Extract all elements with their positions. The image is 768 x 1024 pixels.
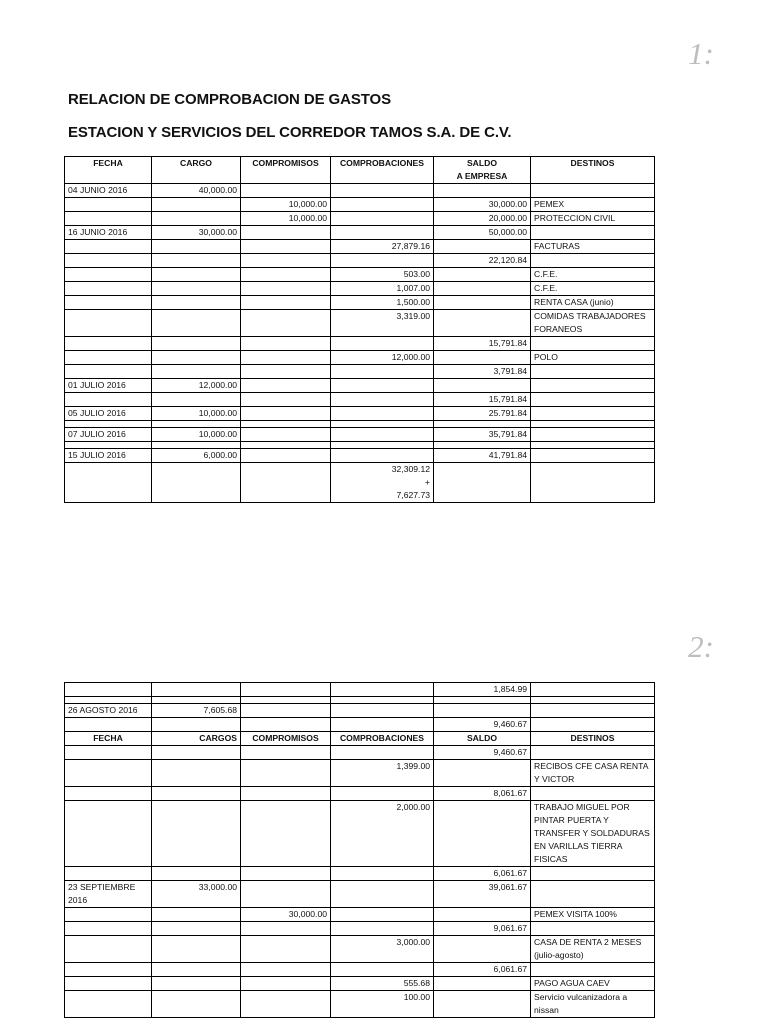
- cell-cargo: 10,000.00: [152, 407, 241, 421]
- cell-cargo: [152, 963, 241, 977]
- cell-cargo: [152, 908, 241, 922]
- cell-fecha: 26 AGOSTO 2016: [65, 704, 152, 718]
- cell-compromisos: 10,000.00: [241, 198, 331, 212]
- col-header-comprobaciones: COMPROBACIONES: [331, 732, 434, 746]
- cell-compromisos: [241, 442, 331, 449]
- cell-compromisos: [241, 746, 331, 760]
- cell-fecha: [65, 977, 152, 991]
- cell-saldo: [434, 908, 531, 922]
- cell-comprobaciones: 27,879.16: [331, 240, 434, 254]
- cell-comprobaciones: [331, 254, 434, 268]
- cell-compromisos: [241, 760, 331, 787]
- cell-comprobaciones: [331, 226, 434, 240]
- cell-compromisos: [241, 867, 331, 881]
- cell-destinos: [531, 337, 655, 351]
- cell-fecha: [65, 240, 152, 254]
- cell-cargo: [152, 697, 241, 704]
- cell-comprobaciones: [331, 184, 434, 198]
- cell-compromisos: [241, 991, 331, 1018]
- cell-comprobaciones: 503.00: [331, 268, 434, 282]
- cell-cargo: 40,000.00: [152, 184, 241, 198]
- cell-destinos: [531, 963, 655, 977]
- cell-cargo: 6,000.00: [152, 449, 241, 463]
- cell-cargo: [152, 351, 241, 365]
- cell-saldo: [434, 268, 531, 282]
- cell-fecha: [65, 718, 152, 732]
- col-header-saldo: SALDO: [434, 732, 531, 746]
- cell-fecha: 16 JUNIO 2016: [65, 226, 152, 240]
- table-row: [65, 226, 655, 240]
- cell-comprobaciones: 100.00: [331, 991, 434, 1018]
- cell-cargo: [152, 442, 241, 449]
- cell-saldo: [434, 442, 531, 449]
- cell-comprobaciones: [331, 442, 434, 449]
- cell-destinos: FACTURAS: [531, 240, 655, 254]
- table-row: [65, 212, 655, 226]
- company-name: ESTACION Y SERVICIOS DEL CORREDOR TAMOS S.A. DE C.V.: [68, 124, 512, 141]
- table-row: [65, 407, 655, 421]
- cell-comprobaciones: [331, 867, 434, 881]
- cell-fecha: [65, 442, 152, 449]
- col-header-fecha: FECHA: [65, 732, 152, 746]
- cell-destinos: [531, 922, 655, 936]
- cell-cargo: [152, 198, 241, 212]
- cell-destinos: [531, 226, 655, 240]
- cell-fecha: [65, 282, 152, 296]
- cell-destinos: [531, 442, 655, 449]
- table-row: [65, 393, 655, 407]
- cell-comprobaciones: [331, 393, 434, 407]
- cell-saldo: [434, 760, 531, 787]
- page-number-2: 2:: [688, 629, 714, 664]
- cell-destinos: COMIDAS TRABAJADORES FORANEOS: [531, 310, 655, 337]
- cell-fecha: 05 JULIO 2016: [65, 407, 152, 421]
- cell-destinos: POLO: [531, 351, 655, 365]
- cell-saldo: 9,460.67: [434, 746, 531, 760]
- table-row: [65, 254, 655, 268]
- cell-compromisos: [241, 337, 331, 351]
- cell-compromisos: [241, 407, 331, 421]
- table-row: [65, 463, 655, 503]
- cell-destinos: [531, 683, 655, 697]
- cell-compromisos: 10,000.00: [241, 212, 331, 226]
- cell-destinos: [531, 428, 655, 442]
- cell-cargo: 7,605.68: [152, 704, 241, 718]
- cell-cargo: [152, 421, 241, 428]
- cell-compromisos: [241, 351, 331, 365]
- cell-fecha: [65, 787, 152, 801]
- col-header-comprobaciones: COMPROBACIONES: [331, 157, 434, 184]
- cell-compromisos: [241, 393, 331, 407]
- cell-fecha: [65, 697, 152, 704]
- cell-comprobaciones: [331, 337, 434, 351]
- cell-compromisos: [241, 296, 331, 310]
- cell-destinos: PEMEX: [531, 198, 655, 212]
- cell-saldo: 9,061.67: [434, 922, 531, 936]
- cell-fecha: [65, 963, 152, 977]
- cell-saldo: 3,791.84: [434, 365, 531, 379]
- cell-compromisos: [241, 463, 331, 503]
- cell-saldo: 25.791.84: [434, 407, 531, 421]
- table-row: [65, 337, 655, 351]
- cell-fecha: [65, 991, 152, 1018]
- cell-fecha: [65, 254, 152, 268]
- cell-comprobaciones: [331, 428, 434, 442]
- cell-fecha: 15 JULIO 2016: [65, 449, 152, 463]
- cell-comprobaciones: 2,000.00: [331, 801, 434, 867]
- cell-cargo: [152, 296, 241, 310]
- table-row: [65, 240, 655, 254]
- table-row: [65, 867, 655, 881]
- cell-cargo: [152, 393, 241, 407]
- cell-destinos: [531, 746, 655, 760]
- cell-destinos: [531, 421, 655, 428]
- cell-destinos: [531, 184, 655, 198]
- cell-comprobaciones: 1,007.00: [331, 282, 434, 296]
- cell-comprobaciones: 1,399.00: [331, 760, 434, 787]
- cell-cargo: 10,000.00: [152, 428, 241, 442]
- cell-cargo: [152, 760, 241, 787]
- table-row: [65, 697, 655, 704]
- cell-saldo: 20,000.00: [434, 212, 531, 226]
- cell-comprobaciones: 3,319.00: [331, 310, 434, 337]
- cell-comprobaciones: [331, 697, 434, 704]
- table-row: [65, 977, 655, 991]
- cell-compromisos: [241, 421, 331, 428]
- cell-fecha: [65, 198, 152, 212]
- cell-saldo: 15,791.84: [434, 337, 531, 351]
- cell-cargo: 30,000.00: [152, 226, 241, 240]
- cell-destinos: C.F.E.: [531, 282, 655, 296]
- table-row: [65, 922, 655, 936]
- cell-destinos: [531, 254, 655, 268]
- cell-comprobaciones: [331, 963, 434, 977]
- cell-cargo: 33,000.00: [152, 881, 241, 908]
- table-row: [65, 760, 655, 787]
- table-row: [65, 908, 655, 922]
- cell-cargo: [152, 991, 241, 1018]
- cell-compromisos: [241, 282, 331, 296]
- cell-fecha: [65, 393, 152, 407]
- cell-compromisos: [241, 310, 331, 337]
- cell-fecha: [65, 463, 152, 503]
- cell-cargo: [152, 922, 241, 936]
- cell-destinos: [531, 787, 655, 801]
- cell-comprobaciones: [331, 683, 434, 697]
- expense-table-2: [64, 682, 655, 1018]
- col-header-cargo: CARGO: [152, 157, 241, 184]
- cell-compromisos: [241, 240, 331, 254]
- cell-cargo: [152, 977, 241, 991]
- cell-saldo: [434, 697, 531, 704]
- cell-comprobaciones: 1,500.00: [331, 296, 434, 310]
- cell-compromisos: 30,000.00: [241, 908, 331, 922]
- cell-destinos: CASA DE RENTA 2 MESES (julio-agosto): [531, 936, 655, 963]
- cell-fecha: [65, 746, 152, 760]
- cell-saldo: [434, 801, 531, 867]
- cell-compromisos: [241, 704, 331, 718]
- cell-cargo: [152, 463, 241, 503]
- table-row: [65, 801, 655, 867]
- cell-compromisos: [241, 254, 331, 268]
- cell-destinos: [531, 379, 655, 393]
- cell-comprobaciones: [331, 922, 434, 936]
- cell-destinos: Servicio vulcanizadora a nissan: [531, 991, 655, 1018]
- cell-cargo: [152, 718, 241, 732]
- cell-cargo: [152, 683, 241, 697]
- cell-saldo: [434, 463, 531, 503]
- cell-compromisos: [241, 963, 331, 977]
- table-row: [65, 282, 655, 296]
- cell-fecha: [65, 310, 152, 337]
- table-row: [65, 421, 655, 428]
- cell-compromisos: [241, 936, 331, 963]
- table-row: [65, 310, 655, 337]
- cell-compromisos: [241, 379, 331, 393]
- cell-comprobaciones: [331, 421, 434, 428]
- cell-saldo: 8,061.67: [434, 787, 531, 801]
- cell-cargo: [152, 282, 241, 296]
- cell-destinos: [531, 718, 655, 732]
- cell-destinos: [531, 697, 655, 704]
- cell-cargo: [152, 801, 241, 867]
- col-header-saldo: SALDO A EMPRESA: [434, 157, 531, 184]
- report-title: RELACION DE COMPROBACION DE GASTOS: [68, 91, 392, 108]
- cell-saldo: 1,854.99: [434, 683, 531, 697]
- cell-destinos: TRABAJO MIGUEL POR PINTAR PUERTA Y TRANSFER Y SOLDADURAS EN VARILLAS TIERRA FISICAS: [531, 801, 655, 867]
- cell-compromisos: [241, 718, 331, 732]
- cell-cargo: [152, 254, 241, 268]
- cell-compromisos: [241, 683, 331, 697]
- cell-compromisos: [241, 449, 331, 463]
- table-row: [65, 379, 655, 393]
- cell-comprobaciones: 12,000.00: [331, 351, 434, 365]
- cell-destinos: RENTA CASA (junio): [531, 296, 655, 310]
- table-row: [65, 704, 655, 718]
- cell-destinos: [531, 463, 655, 503]
- cell-compromisos: [241, 365, 331, 379]
- cell-cargo: [152, 268, 241, 282]
- table-row: [65, 718, 655, 732]
- cell-compromisos: [241, 881, 331, 908]
- cell-destinos: [531, 867, 655, 881]
- cell-comprobaciones: [331, 198, 434, 212]
- col-header-destinos: DESTINOS: [531, 732, 655, 746]
- cell-comprobaciones: [331, 746, 434, 760]
- cell-comprobaciones: [331, 212, 434, 226]
- table-1-body: [65, 184, 655, 503]
- cell-saldo: [434, 704, 531, 718]
- cell-destinos: PAGO AGUA CAEV: [531, 977, 655, 991]
- cell-fecha: [65, 365, 152, 379]
- cell-saldo: 6,061.67: [434, 867, 531, 881]
- cell-compromisos: [241, 801, 331, 867]
- cell-compromisos: [241, 226, 331, 240]
- cell-cargo: [152, 867, 241, 881]
- cell-comprobaciones: [331, 704, 434, 718]
- cell-fecha: [65, 212, 152, 226]
- cell-destinos: [531, 393, 655, 407]
- cell-saldo: [434, 296, 531, 310]
- cell-saldo: [434, 421, 531, 428]
- cell-destinos: C.F.E.: [531, 268, 655, 282]
- cell-fecha: [65, 296, 152, 310]
- cell-comprobaciones: [331, 881, 434, 908]
- table-row: [65, 428, 655, 442]
- cell-comprobaciones: [331, 908, 434, 922]
- cell-fecha: [65, 268, 152, 282]
- cell-fecha: [65, 936, 152, 963]
- expense-table-1: [64, 156, 655, 503]
- table-row: [65, 296, 655, 310]
- cell-destinos: [531, 407, 655, 421]
- cell-cargo: [152, 310, 241, 337]
- cell-destinos: [531, 449, 655, 463]
- cell-fecha: [65, 760, 152, 787]
- table-row: [65, 184, 655, 198]
- cell-destinos: [531, 704, 655, 718]
- cell-cargo: [152, 936, 241, 963]
- table-row: [65, 881, 655, 908]
- cell-comprobaciones: [331, 718, 434, 732]
- table-row: [65, 442, 655, 449]
- cell-fecha: [65, 801, 152, 867]
- cell-fecha: [65, 683, 152, 697]
- cell-destinos: [531, 881, 655, 908]
- table-2-header-row: [65, 732, 655, 746]
- cell-compromisos: [241, 697, 331, 704]
- cell-fecha: 04 JUNIO 2016: [65, 184, 152, 198]
- cell-saldo: [434, 351, 531, 365]
- table-row: [65, 683, 655, 697]
- cell-comprobaciones: 3,000.00: [331, 936, 434, 963]
- cell-saldo: [434, 240, 531, 254]
- cell-fecha: 07 JULIO 2016: [65, 428, 152, 442]
- cell-fecha: [65, 337, 152, 351]
- cell-comprobaciones: [331, 787, 434, 801]
- cell-saldo: [434, 184, 531, 198]
- cell-compromisos: [241, 922, 331, 936]
- cell-fecha: [65, 908, 152, 922]
- col-header-cargos: CARGOS: [152, 732, 241, 746]
- table-row: [65, 787, 655, 801]
- cell-fecha: [65, 922, 152, 936]
- cell-saldo: 15,791.84: [434, 393, 531, 407]
- cell-compromisos: [241, 428, 331, 442]
- cell-saldo: [434, 282, 531, 296]
- cell-destinos: [531, 365, 655, 379]
- col-header-compromisos: COMPROMISOS: [241, 732, 331, 746]
- cell-saldo: [434, 936, 531, 963]
- cell-compromisos: [241, 184, 331, 198]
- page-number-1: 1:: [688, 36, 714, 71]
- cell-saldo: 9,460.67: [434, 718, 531, 732]
- cell-saldo: 6,061.67: [434, 963, 531, 977]
- cell-saldo: [434, 991, 531, 1018]
- col-header-destinos: DESTINOS: [531, 157, 655, 184]
- cell-fecha: [65, 351, 152, 365]
- table-row: [65, 198, 655, 212]
- cell-saldo: 35,791.84: [434, 428, 531, 442]
- cell-cargo: [152, 212, 241, 226]
- table-row: [65, 991, 655, 1018]
- cell-destinos: RECIBOS CFE CASA RENTA Y VICTOR: [531, 760, 655, 787]
- cell-cargo: [152, 337, 241, 351]
- cell-saldo: 22,120.84: [434, 254, 531, 268]
- cell-comprobaciones: 32,309.12 + 7,627.73: [331, 463, 434, 503]
- cell-saldo: 50,000.00: [434, 226, 531, 240]
- table-row: [65, 963, 655, 977]
- table-row: [65, 449, 655, 463]
- table-row: [65, 351, 655, 365]
- cell-compromisos: [241, 787, 331, 801]
- cell-compromisos: [241, 977, 331, 991]
- cell-saldo: 39,061.67: [434, 881, 531, 908]
- cell-cargo: [152, 240, 241, 254]
- cell-fecha: [65, 421, 152, 428]
- cell-comprobaciones: [331, 379, 434, 393]
- cell-saldo: [434, 310, 531, 337]
- cell-compromisos: [241, 268, 331, 282]
- cell-saldo: 41,791.84: [434, 449, 531, 463]
- table-row: [65, 268, 655, 282]
- cell-fecha: [65, 867, 152, 881]
- cell-comprobaciones: [331, 449, 434, 463]
- cell-saldo: [434, 379, 531, 393]
- cell-cargo: 12,000.00: [152, 379, 241, 393]
- cell-saldo: [434, 977, 531, 991]
- cell-comprobaciones: [331, 365, 434, 379]
- cell-cargo: [152, 746, 241, 760]
- cell-fecha: 23 SEPTIEMBRE 2016: [65, 881, 152, 908]
- cell-comprobaciones: [331, 407, 434, 421]
- cell-saldo: 30,000.00: [434, 198, 531, 212]
- cell-cargo: [152, 787, 241, 801]
- cell-destinos: PROTECCION CIVIL: [531, 212, 655, 226]
- table-row: [65, 746, 655, 760]
- cell-comprobaciones: 555.68: [331, 977, 434, 991]
- col-header-fecha: FECHA: [65, 157, 152, 184]
- table-2-body: [65, 683, 655, 1018]
- cell-destinos: PEMEX VISITA 100%: [531, 908, 655, 922]
- col-header-compromisos: COMPROMISOS: [241, 157, 331, 184]
- table-row: [65, 365, 655, 379]
- cell-cargo: [152, 365, 241, 379]
- cell-fecha: 01 JULIO 2016: [65, 379, 152, 393]
- table-row: [65, 936, 655, 963]
